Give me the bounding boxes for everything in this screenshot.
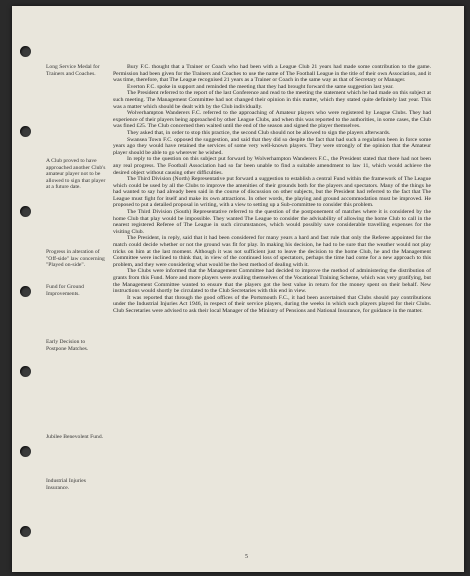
document-page <box>12 6 464 572</box>
sidenote-jubilee: Jubilee Benevolent Fund. <box>46 434 104 440</box>
paragraph: They asked that, in order to stop this practice, the second Club should not be allowed to sign the players afterwards. <box>127 129 391 136</box>
sidenote-postpone: Early Decision to Postpone Matches. <box>46 339 89 352</box>
sidenote-long-service: Long Service Medal for Trainers and Coaches. <box>46 64 100 77</box>
paragraph: The Third Division (North) Representative put forward a suggestion to establish a central Fund within the framework of The League which could be used by all the Clubs to improve the amenities of their grounds both for the players and spectators. Many of the things he had wanted to say had already been said in the course of discussion on other subjects, but the President had referred to the fact that The League must fight for itself and make its own attractions. In other words, the playing and ground accommodation must be improved. He proposed to put a detailed proposal in writing, with a view to setting up a Sub-committee to consider this problem. <box>113 176 431 209</box>
page-number: 5 <box>245 554 248 560</box>
paragraph: Swansea Town F.C. opposed the suggestion, and said that they did so despite the fact that had such a regulation been in force some years ago they would have retained the services of some very well-known players. They were strongly of the opinion that the Amateur player should be able to go wherever he wished. <box>113 136 431 156</box>
paragraph: In reply to the question on this subject put forward by Wolverhampton Wanderers F.C., the President stated that there had not been any real progress. The Football Association had so far been unable to find a suitable amendment to law 11, which would achieve the desired object without causing other difficulties. <box>113 156 431 176</box>
paragraph: It was reported that through the good offices of the Portsmouth F.C., it had been ascertained that Clubs should pay contributions under the Industrial Injuries Act 1946, in respect of their service players, during the weeks in which such players played for their Clubs. Club Secretaries were advised to ask their local Manager of the Ministry of Pensions and National Insurance, for guidance in the matter. <box>113 294 431 314</box>
binder-hole <box>20 46 31 57</box>
paragraph: The Clubs were informed that the Management Committee had decided to improve the method of administering the distribution of grants from this Fund. More and more players were availing themselves of the Vocational Training Scheme, which was very gratifying, but the Management Committee wanted to ensure that the players got the best value in return for the money spent on their behalf. New instructions would shortly be circulated to the Club Secretaries with this end in view. <box>113 268 431 295</box>
paragraph: Everton F.C. spoke in support and reminded the meeting that they had brought forward the same suggestion last year. <box>127 83 394 90</box>
paragraph: Wolverhampton Wanderers F.C. referred to the approaching of Amateur players who were registered by League Clubs. They had experience of their players being approached by other League Clubs, and when this was reported to the authorities, in some cases, the Club was fined £25. The Club concerned then waited until the end of the season and signed the player themselves. <box>113 110 431 130</box>
binder-hole <box>20 126 31 137</box>
sidenote-ground-fund: Fund for Ground Improvements. <box>46 284 84 297</box>
binder-hole <box>20 206 31 217</box>
binder-hole <box>20 366 31 377</box>
sidenote-amateur-approach: A Club proved to have approached another Club's amateur player not to be allowed to sign that player at a future date. <box>46 158 106 191</box>
sidenote-offside: Progress in alteration of "Off-side" law concerning "Played on-side". <box>46 249 105 269</box>
paragraph: The President referred to the report of the last Conference and read to the meeting the statement which he had made on this subject at such meeting. The Management Committee had not changed their opinion in this matter, which they stated quite definitely last year. This was a matter which should be dealt with by the Club individually. <box>113 90 431 110</box>
binder-holes <box>20 6 34 572</box>
paragraph: The President, in reply, said that it had been considered for many years a hard and fast rule that only the Referee appointed for the match could decide whether or not the ground was fit for play. In making his decision, he had to be sure that the weather would not play tricks on him at the last moment. Although it was not sufficient just to leave the decision to the home Club, he and the Management Committee were inclined to think that, in view of the continued loss of spectators, perhaps the time had come for a new approach to this problem, and they were considering what would be the best method of dealing with it. <box>113 235 431 268</box>
binder-hole <box>20 286 31 297</box>
binder-hole <box>20 446 31 457</box>
body-text <box>113 64 431 315</box>
paragraph: Bury F.C. thought that a Trainer or Coach who had been with a League Club 21 years had made some contribution to the game. Permission had been given for the Trainers and Coaches to use the name of The Football League in the title of their own Association, and it was time, therefore, that The League recognised 21 years as a Trainer or Coach in the same way as that of Secretary or Manager. <box>113 64 431 84</box>
sidenote-injuries: Industrial Injuries Insurance. <box>46 478 86 491</box>
binder-hole <box>20 526 31 537</box>
paragraph: The Third Division (South) Representative referred to the question of the postponement of matches where it is considered by the home Club that play would be impossible. They wanted The League to consider the advisability of allowing the home Club to call in the nearest registered Referee of The League in such circumstances, which would possibly save considerable travelling expenses for the visiting Club. <box>113 209 431 235</box>
